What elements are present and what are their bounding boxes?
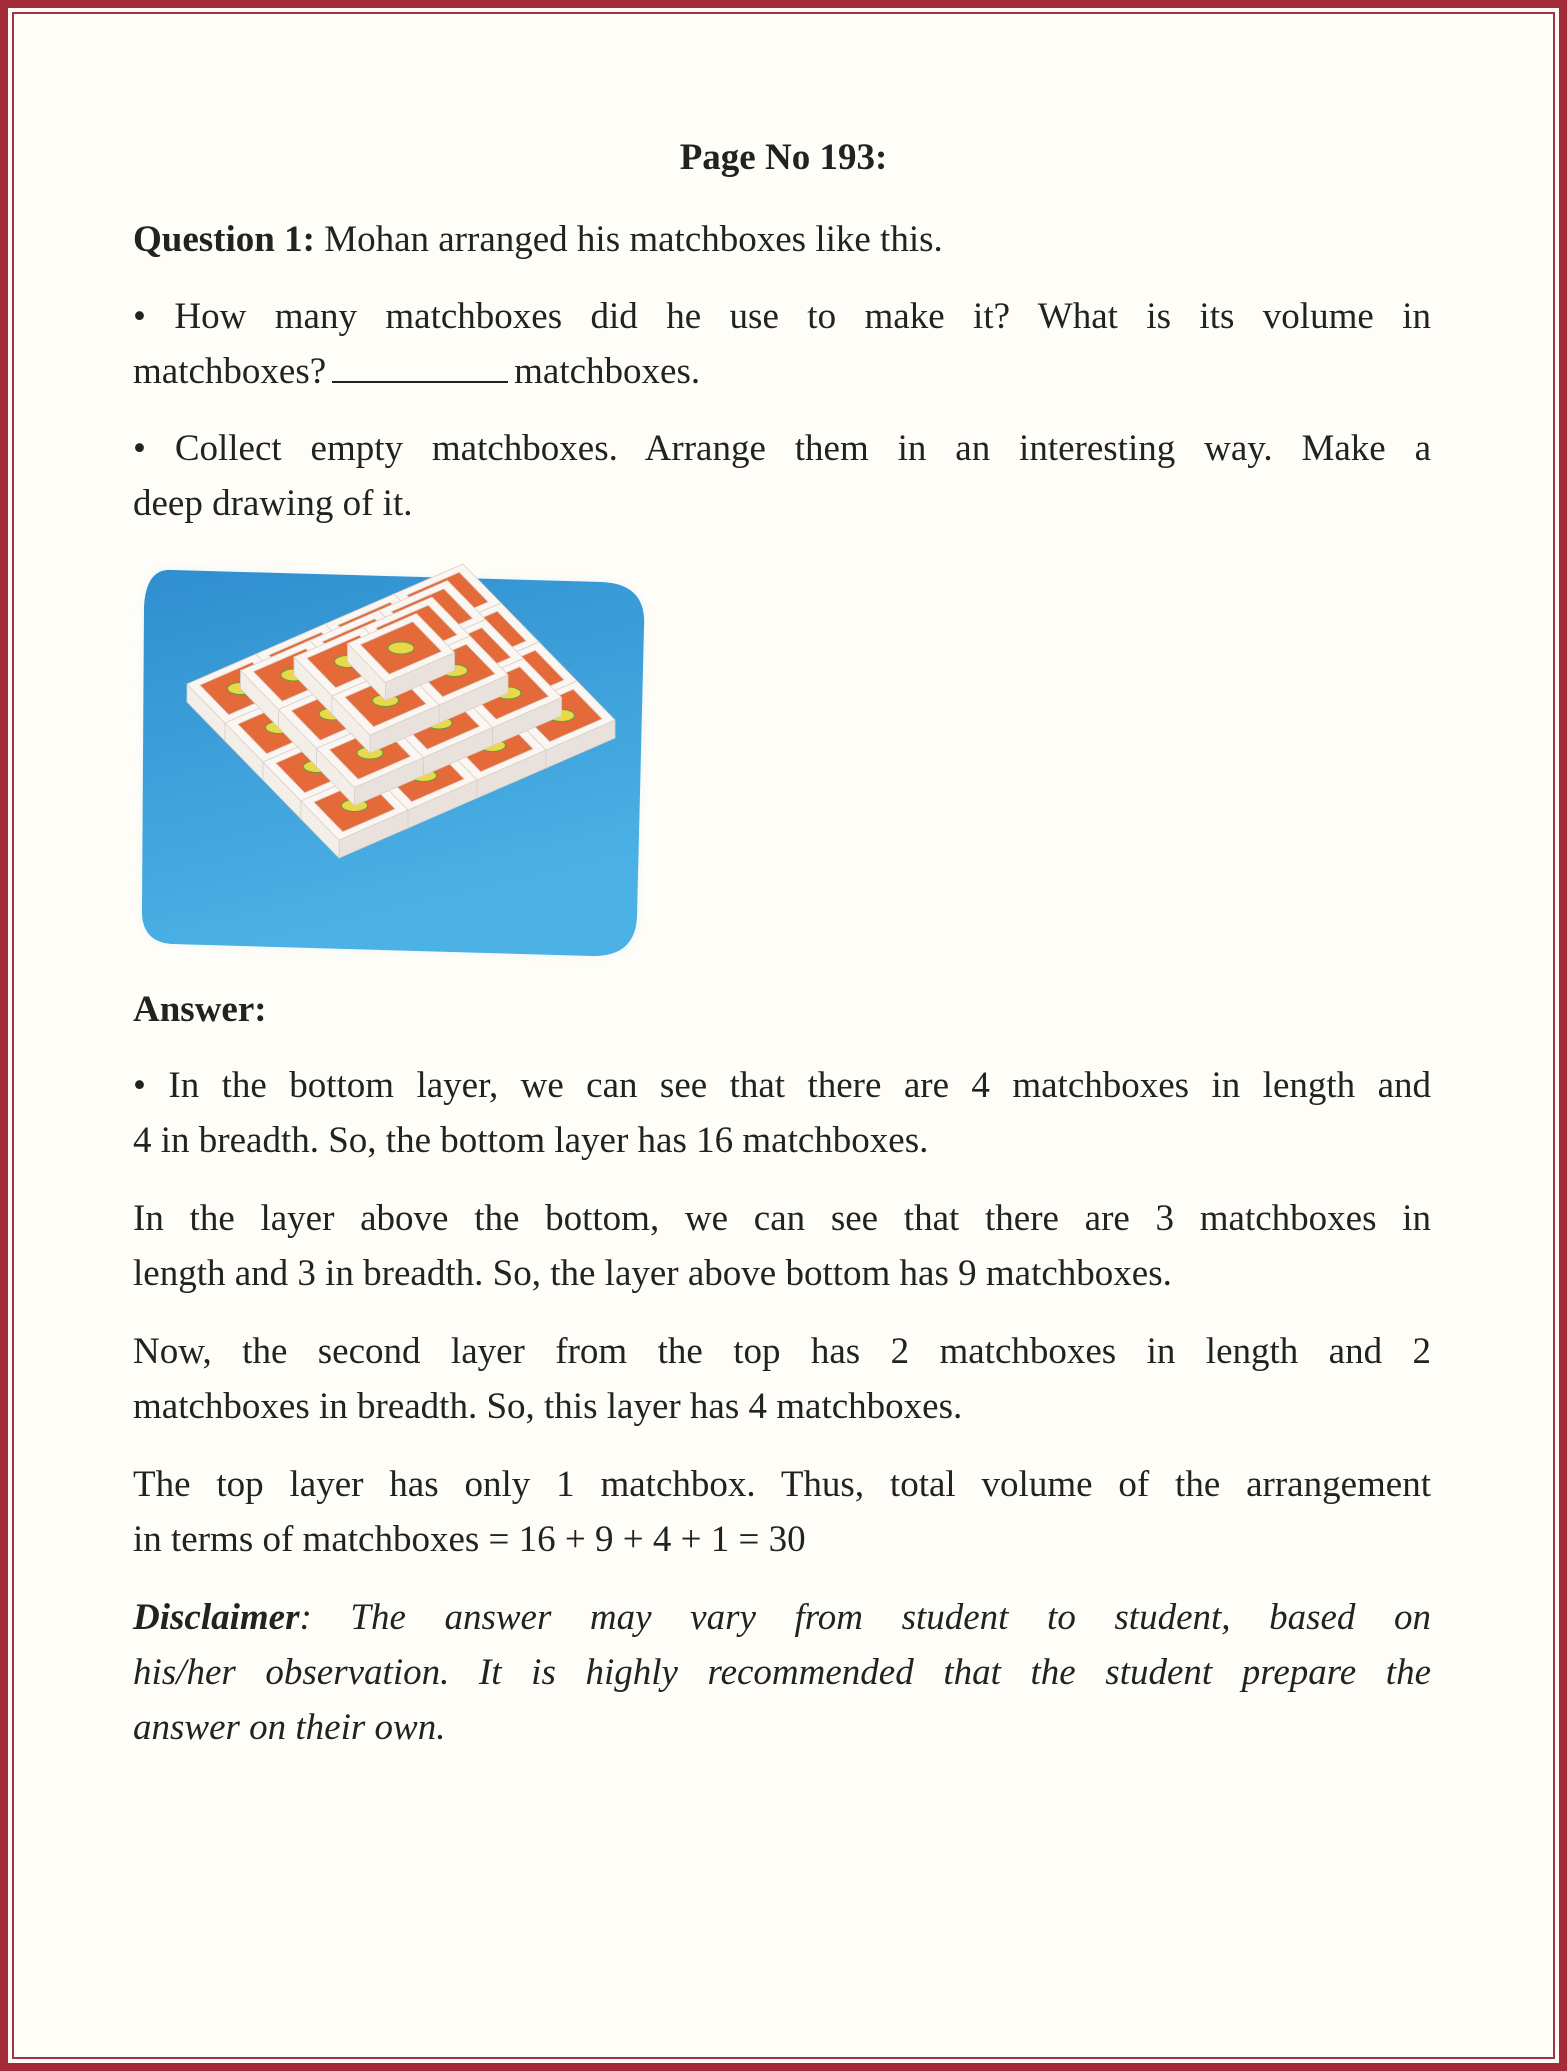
question-text: Mohan arranged his matchboxes like this. <box>314 219 943 260</box>
question-heading <box>133 212 1431 267</box>
bullet2-line2: deep drawing of it. <box>133 483 413 524</box>
bullet1-line2b: matchboxes. <box>514 351 701 392</box>
matchbox-pyramid-image <box>132 552 672 972</box>
answer-heading <box>133 982 1431 1037</box>
answer-paragraph-3 <box>133 1324 1431 1434</box>
answer-p4-line1: The top layer has only 1 matchbox. Thus, total volume of the arrangement <box>133 1464 1431 1505</box>
answer-label: Answer: <box>133 989 267 1030</box>
disclaimer-line2: his/her observation. It is highly recommended that the student prepare the <box>133 1652 1431 1693</box>
matchbox-logo <box>388 642 414 654</box>
answer-p2-line2: length and 3 in breadth. So, the layer above bottom has 9 matchboxes. <box>133 1253 1172 1294</box>
answer-p3-line1: Now, the second layer from the top has 2 matchboxes in length and 2 <box>133 1331 1431 1372</box>
disclaimer <box>133 1590 1431 1755</box>
answer-paragraph-1 <box>133 1058 1431 1168</box>
question-label: Question 1: <box>133 219 315 260</box>
answer-p1-line1: • In the bottom layer, we can see that there are 4 matchboxes in length and <box>133 1065 1431 1106</box>
bullet2-line1: • Collect empty matchboxes. Arrange them in an interesting way. Make a <box>133 428 1431 469</box>
bullet1-line2a: matchboxes? <box>133 351 327 392</box>
disclaimer-label: Disclaimer <box>133 1597 300 1638</box>
answer-p1-line2: 4 in breadth. So, the bottom layer has 16 matchboxes. <box>133 1120 929 1161</box>
answer-paragraph-4 <box>133 1457 1431 1567</box>
question-bullet-2 <box>133 421 1431 531</box>
answer-p2-line1: In the layer above the bottom, we can see that there are 3 matchboxes in <box>133 1198 1431 1239</box>
disclaimer-line1: : The answer may vary from student to student, based on <box>299 1597 1431 1638</box>
page-title: Page No 193: <box>679 137 888 178</box>
answer-blank <box>332 353 508 383</box>
disclaimer-line3: answer on their own. <box>133 1707 446 1748</box>
answer-paragraph-2 <box>133 1191 1431 1301</box>
answer-p4-line2: in terms of matchboxes = 16 + 9 + 4 + 1 = 30 <box>133 1519 806 1560</box>
question-bullet-1 <box>133 289 1431 399</box>
bullet1-line1: • How many matchboxes did he use to make it? What is its volume in <box>133 296 1431 337</box>
answer-p3-line2: matchboxes in breadth. So, this layer has 4 matchboxes. <box>133 1386 963 1427</box>
